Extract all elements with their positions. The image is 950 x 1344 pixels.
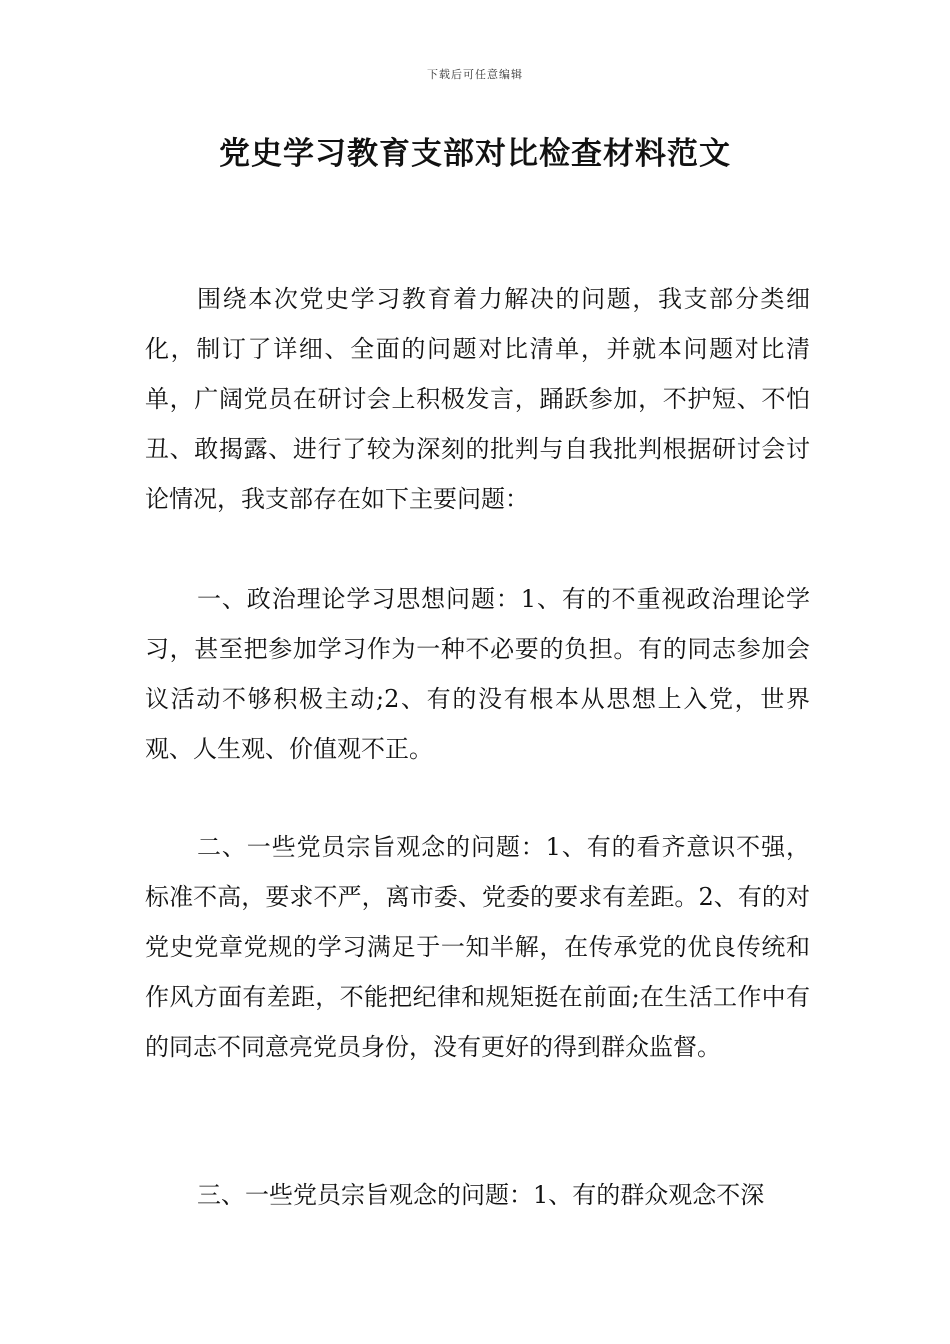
paragraph-section-3: 三、一些党员宗旨观念的问题：1、有的群众观念不深 [197, 1181, 765, 1209]
document-title: 党史学习教育支部对比检查材料范文 [219, 136, 731, 172]
paragraph-section-1: 一、政治理论学习思想问题：1、有的不重视政治理论学习，甚至把参加学习作为一种不必要的负担。有的同志参加会议活动不够积极主动;2、有的没有根本从思想上入党，世界观、人生观、价值观不正。 [145, 585, 810, 763]
header-note: 下载后可任意编辑 [427, 68, 523, 81]
paragraph-section-2: 二、一些党员宗旨观念的问题：1、有的看齐意识不强，标准不高，要求不严，离市委、党委的要求有差距。2、有的对党史党章党规的学习满足于一知半解，在传承党的优良传统和作风方面有差距，不能把纪律和规矩挺在前面;在生活工作中有的同志不同意亮党员身份，没有更好的得到群众监督。 [145, 833, 810, 1061]
paragraph-intro: 围绕本次党史学习教育着力解决的问题，我支部分类细化，制订了详细、全面的问题对比清单，并就本问题对比清单，广阔党员在研讨会上积极发言，踊跃参加，不护短、不怕丑、敢揭露、进行了较为深刻的批判与自我批判根据研讨会讨论情况，我支部存在如下主要问题： [145, 285, 810, 513]
